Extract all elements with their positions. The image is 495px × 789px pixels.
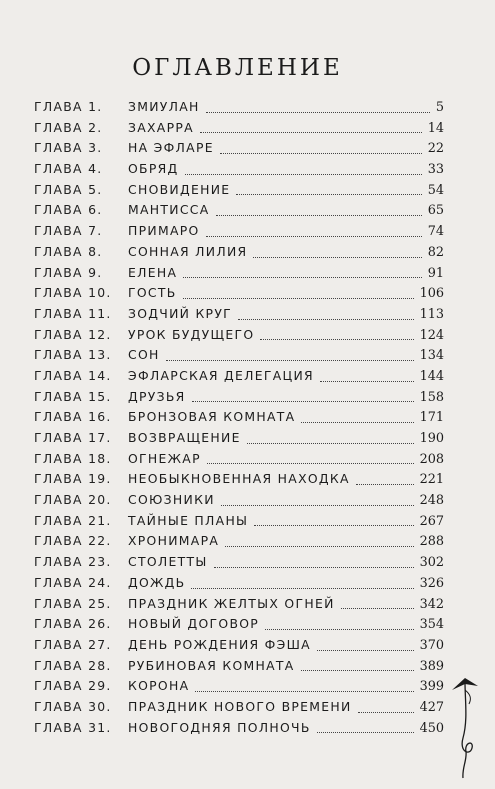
chapter-number: ГЛАВА 4. <box>34 161 103 177</box>
page-number: 267 <box>419 513 444 529</box>
page-number: 22 <box>427 141 444 157</box>
toc-entry[interactable] <box>34 138 444 159</box>
chapter-title: МАНТИССА <box>128 202 210 218</box>
chapter-title: НОВОГОДНЯЯ ПОЛНОЧЬ <box>128 719 311 735</box>
page-number: 450 <box>419 720 444 736</box>
chapter-number: ГЛАВА 10. <box>34 285 112 301</box>
dot-leader <box>166 360 414 361</box>
page-number: 74 <box>427 224 444 240</box>
dot-leader <box>183 298 414 299</box>
page-number: 14 <box>427 120 444 136</box>
dot-leader <box>183 277 421 278</box>
toc-entry[interactable] <box>34 469 444 490</box>
toc-entry[interactable] <box>34 325 444 346</box>
dot-leader <box>320 381 414 382</box>
toc-entry[interactable] <box>34 428 444 449</box>
page-number: 221 <box>419 472 444 488</box>
chapter-number: ГЛАВА 11. <box>34 305 112 321</box>
chapter-number: ГЛАВА 25. <box>34 595 112 611</box>
chapter-title: НЕОБЫКНОВЕННАЯ НАХОДКА <box>128 471 350 487</box>
dot-leader <box>301 670 414 671</box>
chapter-title: ВОЗВРАЩЕНИЕ <box>128 430 241 445</box>
chapter-number: ГЛАВА 5. <box>34 181 103 197</box>
chapter-number: ГЛАВА 26. <box>34 616 112 632</box>
dot-leader <box>221 505 414 506</box>
chapter-number: ГЛАВА 7. <box>34 223 103 239</box>
toc-entry[interactable] <box>34 180 444 201</box>
page-number: 54 <box>427 182 444 198</box>
chapter-title: ОБРЯД <box>128 161 179 177</box>
chapter-title: УРОК БУДУЩЕГО <box>128 326 255 342</box>
page-number: 171 <box>419 410 444 426</box>
toc-entry[interactable] <box>34 718 444 739</box>
chapter-title: СНОВИДЕНИЕ <box>128 181 231 197</box>
dot-leader <box>317 650 414 651</box>
chapter-number: ГЛАВА 21. <box>34 512 112 528</box>
dot-leader <box>265 629 413 630</box>
dot-leader <box>225 546 413 547</box>
toc-entry[interactable] <box>34 656 444 677</box>
chapter-number: ГЛАВА 18. <box>34 450 112 466</box>
chapter-title: ОГНЕЖАР <box>128 450 201 466</box>
dot-leader <box>254 525 413 526</box>
toc-entry[interactable] <box>34 511 444 532</box>
chapter-number: ГЛАВА 14. <box>34 367 112 383</box>
toc-entry[interactable] <box>34 573 444 594</box>
chapter-number: ГЛАВА 19. <box>34 471 112 487</box>
chapter-number: ГЛАВА 20. <box>34 492 112 508</box>
page-number: 342 <box>419 596 444 612</box>
chapter-number: ГЛАВА 31. <box>34 719 112 735</box>
toc-entry[interactable] <box>34 490 444 511</box>
chapter-title: НА ЭФЛАРЕ <box>128 140 214 156</box>
toc-entry[interactable] <box>34 594 444 615</box>
chapter-title: СОН <box>128 347 160 363</box>
toc-entry[interactable] <box>34 407 444 428</box>
dot-leader <box>206 236 422 237</box>
page-number: 82 <box>427 244 444 260</box>
dot-leader <box>358 712 414 713</box>
toc-entry[interactable] <box>34 449 444 470</box>
dot-leader <box>247 443 414 444</box>
dot-leader <box>192 401 414 402</box>
chapter-number: ГЛАВА 6. <box>34 202 103 218</box>
toc-entry[interactable] <box>34 304 444 325</box>
chapter-title: ДОЖДЬ <box>128 574 186 590</box>
dot-leader <box>356 484 414 485</box>
chapter-number: ГЛАВА 24. <box>34 574 112 590</box>
chapter-number: ГЛАВА 8. <box>34 243 103 259</box>
toc-entry[interactable] <box>34 531 444 552</box>
toc-entry[interactable] <box>34 242 444 263</box>
chapter-number: ГЛАВА 23. <box>34 554 112 570</box>
toc-entry[interactable] <box>34 97 444 118</box>
dot-leader <box>301 422 413 423</box>
toc-entry[interactable] <box>34 366 444 387</box>
dot-leader <box>236 194 421 195</box>
toc-entry[interactable] <box>34 159 444 180</box>
page-number: 65 <box>427 203 444 219</box>
page-number: 208 <box>419 451 444 467</box>
chapter-number: ГЛАВА 3. <box>34 140 103 156</box>
chapter-number: ГЛАВА 28. <box>34 657 112 673</box>
chapter-title: КОРОНА <box>128 678 190 694</box>
chapter-title: ЭФЛАРСКАЯ ДЕЛЕГАЦИЯ <box>128 367 314 383</box>
chapter-number: ГЛАВА 9. <box>34 264 103 280</box>
page-number: 326 <box>419 575 444 591</box>
chapter-number: ГЛАВА 1. <box>34 99 103 114</box>
toc-entry[interactable] <box>34 614 444 635</box>
page-number: 124 <box>419 327 444 343</box>
toc-entry[interactable] <box>34 387 444 408</box>
chapter-number: ГЛАВА 17. <box>34 430 112 445</box>
chapter-title: НОВЫЙ ДОГОВОР <box>128 616 260 632</box>
dot-leader <box>214 567 414 568</box>
dot-leader <box>260 339 413 340</box>
chapter-number: ГЛАВА 29. <box>34 678 112 694</box>
page-number: 354 <box>419 617 444 633</box>
toc-entry[interactable] <box>34 118 444 139</box>
chapter-title: СТОЛЕТТЫ <box>128 554 208 570</box>
dot-leader <box>191 588 413 589</box>
chapter-title: ДРУЗЬЯ <box>128 388 186 404</box>
page-number: 5 <box>435 100 444 115</box>
page-number: 134 <box>419 348 444 364</box>
chapter-title: ДЕНЬ РОЖДЕНИЯ ФЭША <box>128 636 311 652</box>
dot-leader <box>195 691 413 692</box>
chapter-number: ГЛАВА 30. <box>34 698 112 714</box>
chapter-title: ПРАЗДНИК ЖЕЛТЫХ ОГНЕЙ <box>128 595 335 611</box>
dot-leader <box>253 257 421 258</box>
page-number: 302 <box>419 555 444 571</box>
chapter-number: ГЛАВА 2. <box>34 119 103 135</box>
page-title: ОГЛАВЛЕНИЕ <box>132 55 343 81</box>
toc-entry[interactable] <box>34 221 444 242</box>
chapter-title: ЗОДЧИЙ КРУГ <box>128 305 233 321</box>
table-of-contents <box>34 97 444 738</box>
page-number: 370 <box>419 637 444 653</box>
chapter-title: РУБИНОВАЯ КОМНАТА <box>128 657 295 673</box>
chapter-title: СОЮЗНИКИ <box>128 492 215 508</box>
dot-leader <box>238 319 414 320</box>
toc-entry[interactable] <box>34 676 444 697</box>
chapter-number: ГЛАВА 15. <box>34 388 112 404</box>
chapter-title: БРОНЗОВАЯ КОМНАТА <box>128 409 296 425</box>
dot-leader <box>216 215 422 216</box>
chapter-title: ТАЙНЫЕ ПЛАНЫ <box>128 512 249 528</box>
dot-leader <box>185 174 422 175</box>
toc-entry[interactable] <box>34 263 444 284</box>
dot-leader <box>206 112 430 113</box>
page-number: 389 <box>419 658 444 674</box>
chapter-title: ХРОНИМАРА <box>128 533 220 549</box>
page-number: 190 <box>419 431 444 446</box>
chapter-title: ПРИМАРО <box>128 223 200 239</box>
page-number: 144 <box>419 368 444 384</box>
dot-leader <box>200 132 422 133</box>
chapter-title: ЗМИУЛАН <box>128 99 200 114</box>
chapter-number: ГЛАВА 22. <box>34 533 112 549</box>
toc-entry[interactable] <box>34 200 444 221</box>
page-number: 427 <box>419 699 444 715</box>
page-number: 113 <box>419 306 444 322</box>
toc-entry[interactable] <box>34 283 444 304</box>
chapter-title: ПРАЗДНИК НОВОГО ВРЕМЕНИ <box>128 698 352 714</box>
chapter-title: СОННАЯ ЛИЛИЯ <box>128 243 248 259</box>
page-number: 399 <box>419 679 444 695</box>
page-number: 158 <box>419 389 444 405</box>
dot-leader <box>341 608 414 609</box>
page-number: 33 <box>427 162 444 178</box>
toc-entry[interactable] <box>34 345 444 366</box>
toc-entry[interactable] <box>34 697 444 718</box>
toc-entry[interactable] <box>34 552 444 573</box>
chapter-title: ЕЛЕНА <box>128 264 178 280</box>
chapter-number: ГЛАВА 27. <box>34 636 112 652</box>
page-number: 248 <box>419 493 444 509</box>
chapter-number: ГЛАВА 13. <box>34 347 112 363</box>
chapter-number: ГЛАВА 12. <box>34 326 112 342</box>
quill-flourish-icon <box>448 660 482 782</box>
page-number: 288 <box>419 534 444 550</box>
page-number: 91 <box>427 265 444 281</box>
dot-leader <box>207 463 414 464</box>
toc-entry[interactable] <box>34 635 444 656</box>
chapter-number: ГЛАВА 16. <box>34 409 112 425</box>
dot-leader <box>220 153 422 154</box>
page-number: 106 <box>419 286 444 302</box>
chapter-title: ГОСТЬ <box>128 285 177 301</box>
dot-leader <box>317 732 414 733</box>
chapter-title: ЗАХАРРА <box>128 119 194 135</box>
